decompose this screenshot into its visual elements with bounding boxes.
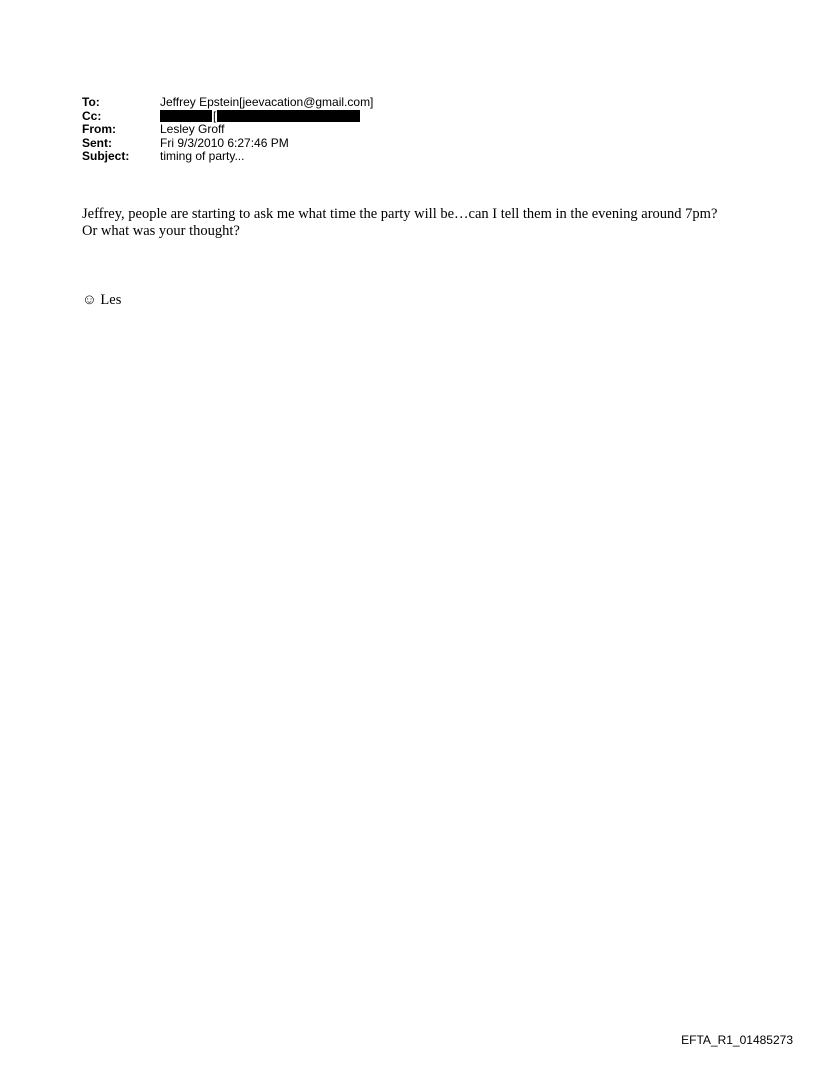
subject-row xyxy=(82,150,373,164)
email-signature: ☺ Les xyxy=(82,292,122,308)
from-value: Lesley Groff xyxy=(160,122,225,137)
from-label: From: xyxy=(82,122,116,137)
cc-value xyxy=(160,110,360,124)
to-label: To: xyxy=(82,95,100,109)
sent-value: Fri 9/3/2010 6:27:46 PM xyxy=(160,135,289,150)
email-body: Jeffrey, people are starting to ask me what time the party will be…can I tell them in the evening around 7pm? Or what was your thought? xyxy=(82,206,718,239)
from-row xyxy=(82,123,373,137)
cc-label: Cc: xyxy=(82,108,102,123)
redaction-box xyxy=(217,110,360,122)
subject-value: timing of party... xyxy=(160,149,245,164)
redaction-box xyxy=(160,110,212,122)
email-header xyxy=(82,96,373,164)
sent-label: Sent: xyxy=(82,135,112,150)
to-row xyxy=(82,96,373,110)
sent-row xyxy=(82,137,373,151)
to-value: Jeffrey Epstein[jeevacation@gmail.com] xyxy=(160,95,374,109)
subject-label: Subject: xyxy=(82,149,130,164)
cc-row xyxy=(82,110,373,124)
cc-bracket: [ xyxy=(213,108,217,123)
document-id: EFTA_R1_01485273 xyxy=(681,1033,793,1047)
